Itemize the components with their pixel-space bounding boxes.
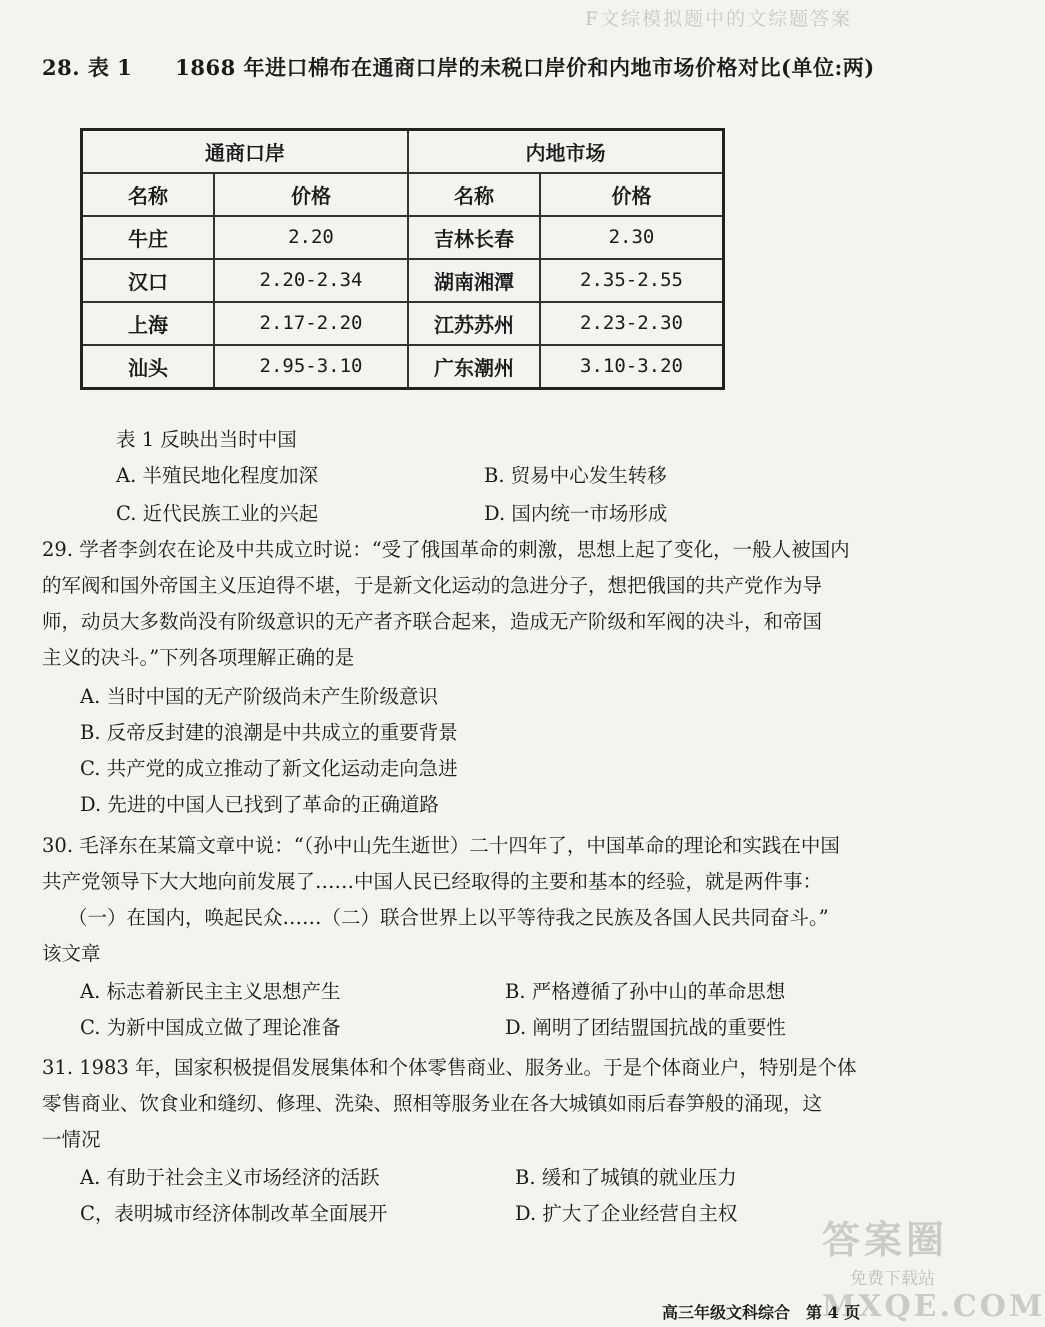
q29-option-b: B. 反帝反封建的浪潮是中共成立的重要背景 xyxy=(80,721,458,744)
q30-option-c: C. 为新中国成立做了理论准备 xyxy=(80,1016,341,1039)
inland-price: 3.10-3.20 xyxy=(540,345,724,389)
q28-option-a: A. 半殖民地化程度加深 xyxy=(116,464,318,487)
q30-option-d: D. 阐明了团结盟国抗战的重要性 xyxy=(505,1016,786,1039)
inland-price: 2.23-2.30 xyxy=(540,302,724,345)
question-31-line: 31. 1983 年，国家积极提倡发展集体和个体零售商业、服务业。于是个体商业户，特别是个体 xyxy=(42,1056,857,1079)
question-29-line: 主义的决斗。”下列各项理解正确的是 xyxy=(42,646,355,669)
q28-option-b: B. 贸易中心发生转移 xyxy=(484,464,667,487)
page-footer: 高三年级文科综合 第 4 页 xyxy=(662,1303,861,1322)
port-price: 2.95-3.10 xyxy=(214,345,408,389)
inland-name: 江苏苏州 xyxy=(408,302,540,345)
port-name: 汉口 xyxy=(82,259,215,302)
q31-option-a: A. 有助于社会主义市场经济的活跃 xyxy=(80,1166,380,1189)
watermark-domain: MXQE.COM xyxy=(822,1289,1045,1324)
watermark-caption: 免费下载站 xyxy=(850,1269,935,1289)
question-30-line: （一）在国内，唤起民众……（二）联合世界上以平等待我之民族及各国人民共同奋斗。” xyxy=(68,906,829,929)
col-header-price: 价格 xyxy=(214,173,408,216)
port-name: 上海 xyxy=(82,302,215,345)
q30-option-b: B. 严格遵循了孙中山的革命思想 xyxy=(505,980,786,1003)
question-29-line: 29. 学者李剑农在论及中共成立时说：“受了俄国革命的刺激，思想上起了变化，一般人被国内 xyxy=(42,538,850,561)
table-column-header-row xyxy=(82,173,724,216)
col-header-name: 名称 xyxy=(408,173,540,216)
q28-option-c: C. 近代民族工业的兴起 xyxy=(116,502,319,525)
q30-option-a: A. 标志着新民主主义思想产生 xyxy=(80,980,341,1003)
table-row xyxy=(82,345,724,389)
col-header-price: 价格 xyxy=(540,173,724,216)
table-row xyxy=(82,216,724,259)
question-31-line: 零售商业、饮食业和缝纫、修理、洗染、照相等服务业在各大城镇如雨后春笋般的涌现，这 xyxy=(42,1092,823,1115)
inland-name: 吉林长春 xyxy=(408,216,540,259)
port-price: 2.20-2.34 xyxy=(214,259,408,302)
group-header-port: 通商口岸 xyxy=(82,130,409,174)
inland-name: 湖南湘潭 xyxy=(408,259,540,302)
q29-option-a: A. 当时中国的无产阶级尚未产生阶级意识 xyxy=(80,685,438,708)
inland-name: 广东潮州 xyxy=(408,345,540,389)
q31-option-b: B. 缓和了城镇的就业压力 xyxy=(515,1166,737,1189)
question-28-stem: 表 1 反映出当时中国 xyxy=(116,428,297,451)
question-28-title: 28. 表 1 1868 年进口棉布在通商口岸的未税口岸价和内地市场价格对比(单位:两) xyxy=(42,55,875,80)
question-30-line: 该文章 xyxy=(42,942,101,965)
table-row xyxy=(82,302,724,345)
port-price: 2.20 xyxy=(214,216,408,259)
port-name: 汕头 xyxy=(82,345,215,389)
table-row xyxy=(82,259,724,302)
question-30-line: 共产党领导下大大地向前发展了……中国人民已经取得的主要和基本的经验，就是两件事： xyxy=(42,870,823,893)
question-31-line: 一情况 xyxy=(42,1128,101,1151)
q28-option-d: D. 国内统一市场形成 xyxy=(484,502,668,525)
group-header-inland: 内地市场 xyxy=(408,130,724,174)
inland-price: 2.30 xyxy=(540,216,724,259)
inland-price: 2.35-2.55 xyxy=(540,259,724,302)
question-29-line: 的军阀和国外帝国主义压迫得不堪，于是新文化运动的急进分子，想把俄国的共产党作为导 xyxy=(42,574,823,597)
col-header-name: 名称 xyxy=(82,173,215,216)
faint-header-text: F文综模拟题中的文综题答案 xyxy=(585,8,853,30)
q31-option-c: C，表明城市经济体制改革全面展开 xyxy=(80,1202,388,1225)
port-name: 牛庄 xyxy=(82,216,215,259)
table-group-header-row xyxy=(82,130,724,174)
question-29-line: 师，动员大多数尚没有阶级意识的无产者齐联合起来，造成无产阶级和军阀的决斗，和帝国 xyxy=(42,610,823,633)
price-comparison-table xyxy=(80,128,725,390)
q31-option-d: D. 扩大了企业经营自主权 xyxy=(515,1202,738,1225)
q29-option-c: C. 共产党的成立推动了新文化运动走向急进 xyxy=(80,757,458,780)
port-price: 2.17-2.20 xyxy=(214,302,408,345)
q29-option-d: D. 先进的中国人已找到了革命的正确道路 xyxy=(80,793,439,816)
question-30-line: 30. 毛泽东在某篇文章中说：“（孙中山先生逝世）二十四年了，中国革命的理论和实践在中国 xyxy=(42,834,840,857)
watermark-logo-text: 答案圈 xyxy=(822,1217,949,1262)
